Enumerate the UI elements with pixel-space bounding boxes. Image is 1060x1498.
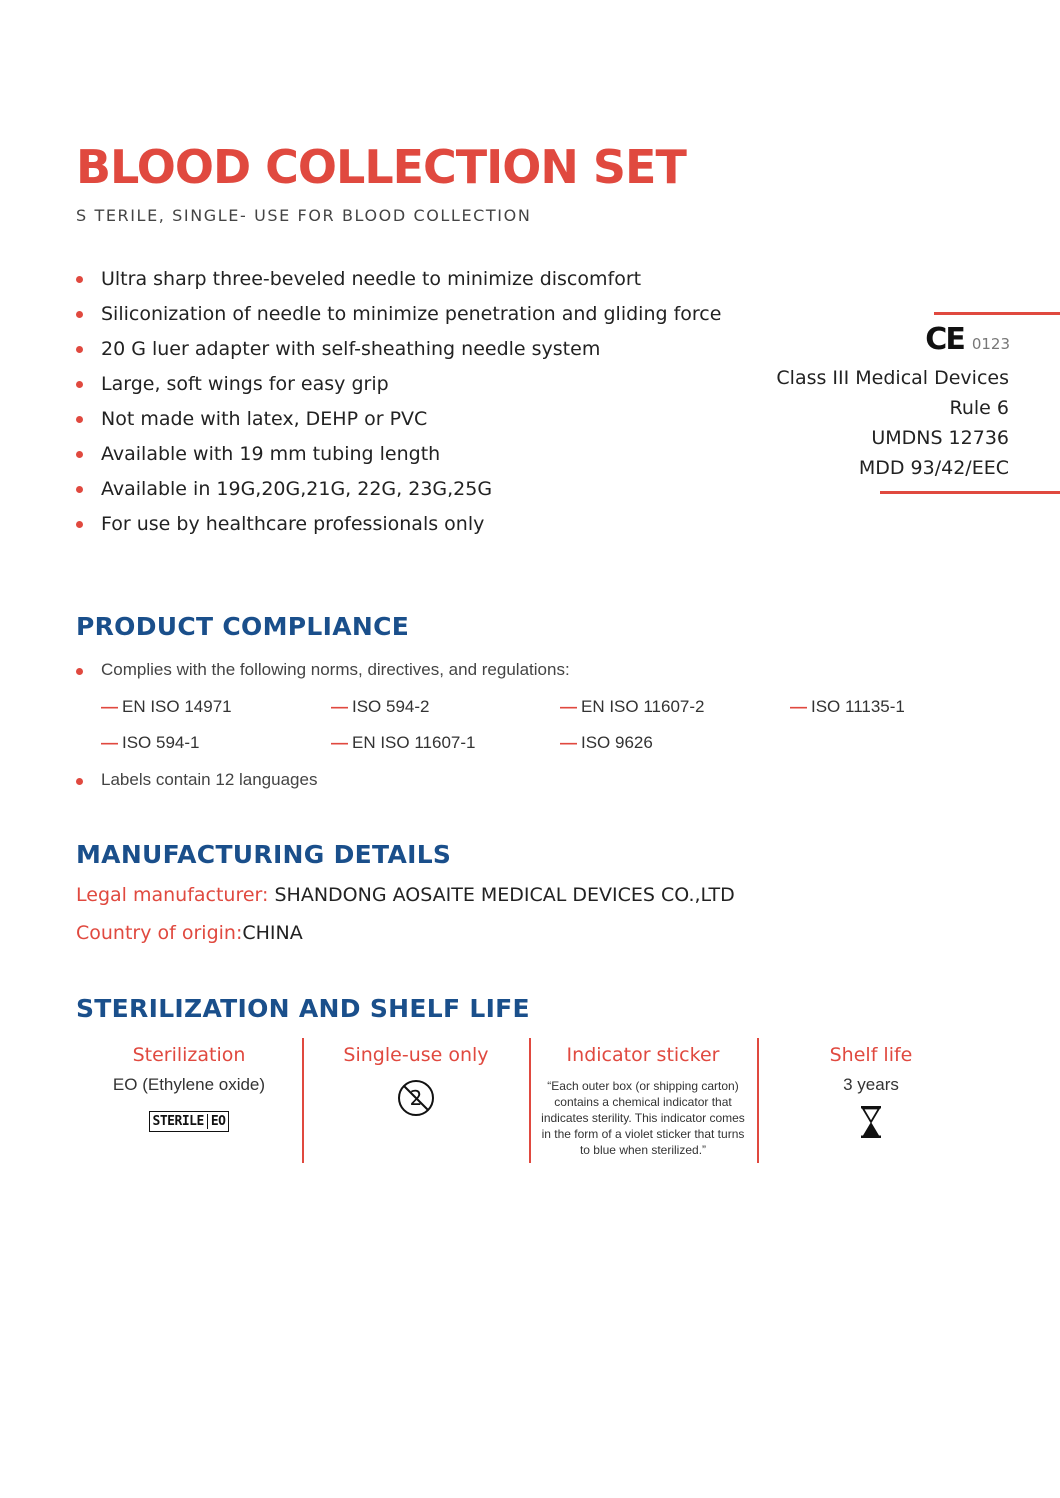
bullet-icon: [76, 416, 83, 423]
legal-manufacturer: [76, 884, 735, 906]
country-of-origin-label: Country of origin:: [76, 922, 243, 944]
dash-icon: —: [101, 697, 118, 716]
cert-divider-top: [934, 312, 1060, 315]
feature-list: [76, 265, 721, 545]
sterilization-title: Sterilization: [132, 1044, 246, 1066]
shelf-life-column: [758, 1040, 984, 1144]
compliance-heading: PRODUCT COMPLIANCE: [76, 612, 410, 641]
bullet-icon: [76, 451, 83, 458]
cert-line: Rule 6: [949, 397, 1009, 419]
sterilization-method: EO (Ethylene oxide): [112, 1075, 266, 1094]
dash-icon: —: [790, 697, 807, 716]
country-of-origin: [76, 922, 303, 944]
ce-icon: CE: [925, 322, 964, 357]
feature-item: Large, soft wings for easy grip: [76, 370, 721, 405]
indicator-column: [530, 1040, 756, 1158]
country-of-origin-value: CHINA: [242, 922, 303, 944]
norm-item: — ISO 594-2: [331, 697, 430, 716]
bullet-icon: [76, 778, 83, 785]
norm-item: — EN ISO 14971: [101, 697, 232, 716]
feature-item: Siliconization of needle to minimize penetration and gliding force: [76, 300, 721, 335]
bullet-icon: [76, 346, 83, 353]
cert-divider-bottom: [880, 491, 1060, 494]
norm-item: — EN ISO 11607-1: [331, 733, 476, 752]
notified-body-number: 0123: [971, 335, 1010, 353]
feature-item: Not made with latex, DEHP or PVC: [76, 405, 721, 440]
bullet-icon: [76, 276, 83, 283]
feature-item: Available with 19 mm tubing length: [76, 440, 721, 475]
feature-item: For use by healthcare professionals only: [76, 510, 721, 545]
indicator-title: Indicator sticker: [566, 1044, 720, 1066]
bullet-icon: [76, 311, 83, 318]
manufacturing-heading: MANUFACTURING DETAILS: [76, 840, 452, 869]
page-title: BLOOD COLLECTION SET: [76, 140, 686, 194]
cert-line: UMDNS 12736: [871, 427, 1009, 449]
svg-text:2: 2: [409, 1086, 423, 1110]
certification-info: [776, 363, 1009, 483]
dash-icon: —: [101, 733, 118, 752]
shelf-life-title: Shelf life: [829, 1044, 913, 1066]
dash-icon: —: [331, 733, 348, 752]
compliance-intro: Complies with the following norms, directives, and regulations:: [76, 660, 570, 680]
feature-item: 20 G luer adapter with self-sheathing needle system: [76, 335, 721, 370]
bullet-icon: [76, 381, 83, 388]
ce-mark: [925, 322, 1010, 357]
sterilization-column: [76, 1040, 302, 1132]
sterile-eo-icon: STERILE EO: [149, 1111, 230, 1132]
feature-item: Ultra sharp three-beveled needle to minimize discomfort: [76, 265, 721, 300]
norm-item: — ISO 594-1: [101, 733, 200, 752]
labels-note: Labels contain 12 languages: [76, 770, 317, 790]
hourglass-icon: [860, 1105, 882, 1139]
indicator-description: “Each outer box (or shipping carton) contains a chemical indicator that indicates sterility. This indicator comes in the form of a violet sticker that turns to blue when sterilized.”: [541, 1079, 745, 1157]
norm-item: — ISO 9626: [560, 733, 653, 752]
bullet-icon: [76, 668, 83, 675]
cert-line: MDD 93/42/EEC: [858, 457, 1009, 479]
dash-icon: —: [560, 733, 577, 752]
dash-icon: —: [560, 697, 577, 716]
page-subtitle: S TERILE, SINGLE- USE FOR BLOOD COLLECTION: [76, 206, 532, 225]
bullet-icon: [76, 521, 83, 528]
feature-item: Available in 19G,20G,21G, 22G, 23G,25G: [76, 475, 721, 510]
sterilization-heading: STERILIZATION AND SHELF LIFE: [76, 994, 530, 1023]
no-reuse-icon: [396, 1078, 436, 1118]
cert-line: Class III Medical Devices: [776, 367, 1009, 389]
single-use-title: Single-use only: [343, 1044, 489, 1066]
shelf-life-value: 3 years: [843, 1075, 899, 1094]
norm-item: — EN ISO 11607-2: [560, 697, 705, 716]
legal-manufacturer-label: Legal manufacturer:: [76, 884, 269, 906]
bullet-icon: [76, 486, 83, 493]
legal-manufacturer-value: SHANDONG AOSAITE MEDICAL DEVICES CO.,LTD: [274, 884, 735, 906]
single-use-column: [303, 1040, 529, 1123]
norm-item: — ISO 11135-1: [790, 697, 905, 716]
dash-icon: —: [331, 697, 348, 716]
